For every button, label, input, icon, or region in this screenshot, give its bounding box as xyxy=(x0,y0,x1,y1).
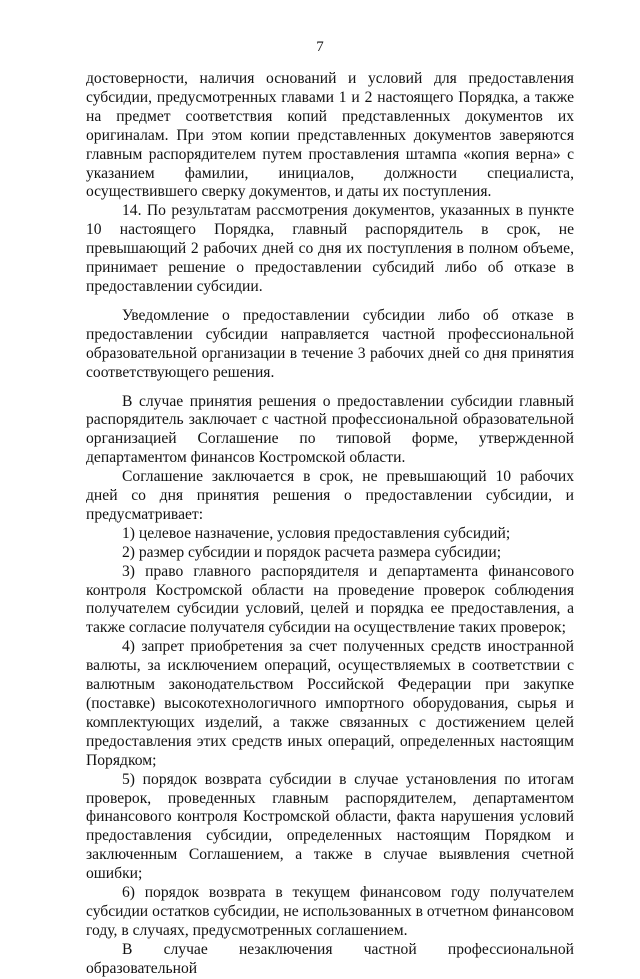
list-item-5: 5) порядок возврата субсидии в случае установления по итогам проверок, проведенных главным распорядителем, департаментом финансового контроля Костромской области, факта нарушения условий предоставления субсидии, определенных настоящим Порядком и заключенным Соглашением, а также в случае выявления счетной ошибки; xyxy=(86,770,574,883)
list-item-1: 1) целевое назначение, условия предоставления субсидий; xyxy=(122,524,511,542)
paragraph-continuation: достоверности, наличия оснований и условий для предоставления субсидии, предусмотренных главами 1 и 2 настоящего Порядка, а также на предмет соответствия копий представленных документов их оригиналам. При этом копии представленных документов заверяются главным распорядителем путем проставления штампа «копия верна» с указанием фамилии, инициалов, должности специалиста, осуществившего сверку документов, и даты их поступления. xyxy=(86,70,574,201)
paragraph-agreement-terms: Соглашение заключается в срок, не превышающий 10 рабочих дней со дня принятия решения о предоставлении субсидии, и предусматривает: xyxy=(86,468,574,523)
list-item-6: 6) порядок возврата в текущем финансовом году получателем субсидии остатков субсидии, не использованных в отчетном финансовом году, в случаях, предусмотренных соглашением. xyxy=(86,884,574,939)
paragraph-item-14: 14. По результатам рассмотрения документов, указанных в пункте 10 настоящего Порядка, главный распорядитель в срок, не превышающий 2 рабочих дней со дня их поступления в полном объеме, принимает решение о предоставлении субсидий либо об отказе в предоставлении субсидии. xyxy=(86,202,574,295)
page-number: 7 xyxy=(316,39,324,55)
list-item-2: 2) размер субсидии и порядок расчета размера субсидии; xyxy=(122,543,502,561)
document-body xyxy=(86,70,574,979)
list-item-4: 4) запрет приобретения за счет полученных средств иностранной валюты, за исключением операций, осуществляемых в соответствии с валютным законодательством Российской Федерации при закупке (поставке) высокотехнологичного импортного оборудования, сырья и комплектующих изделий, а также связанных с достижением целей предоставления этих средств иных операций, определенных настоящим Порядком; xyxy=(86,638,574,769)
paragraph-non-conclusion: В случае незаключения частной профессиональной образовательной xyxy=(86,940,574,977)
paragraph-agreement-decision: В случае принятия решения о предоставлении субсидии главный распорядитель заключает с частной профессиональной образовательной организацией Соглашение по типовой форме, утвержденной департаментом финансов Костромской области. xyxy=(86,392,574,467)
paragraph-notification: Уведомление о предоставлении субсидии либо об отказе в предоставлении субсидии направляется частной профессиональной образовательной организации в течение 3 рабочих дней со дня принятия соответствующего решения. xyxy=(86,306,574,381)
list-item-3: 3) право главного распорядителя и департамента финансового контроля Костромской области на проведение проверок соблюдения получателем субсидии условий, целей и порядка ее предоставления, а также согласие получателя субсидии на осуществление таких проверок; xyxy=(86,562,574,637)
